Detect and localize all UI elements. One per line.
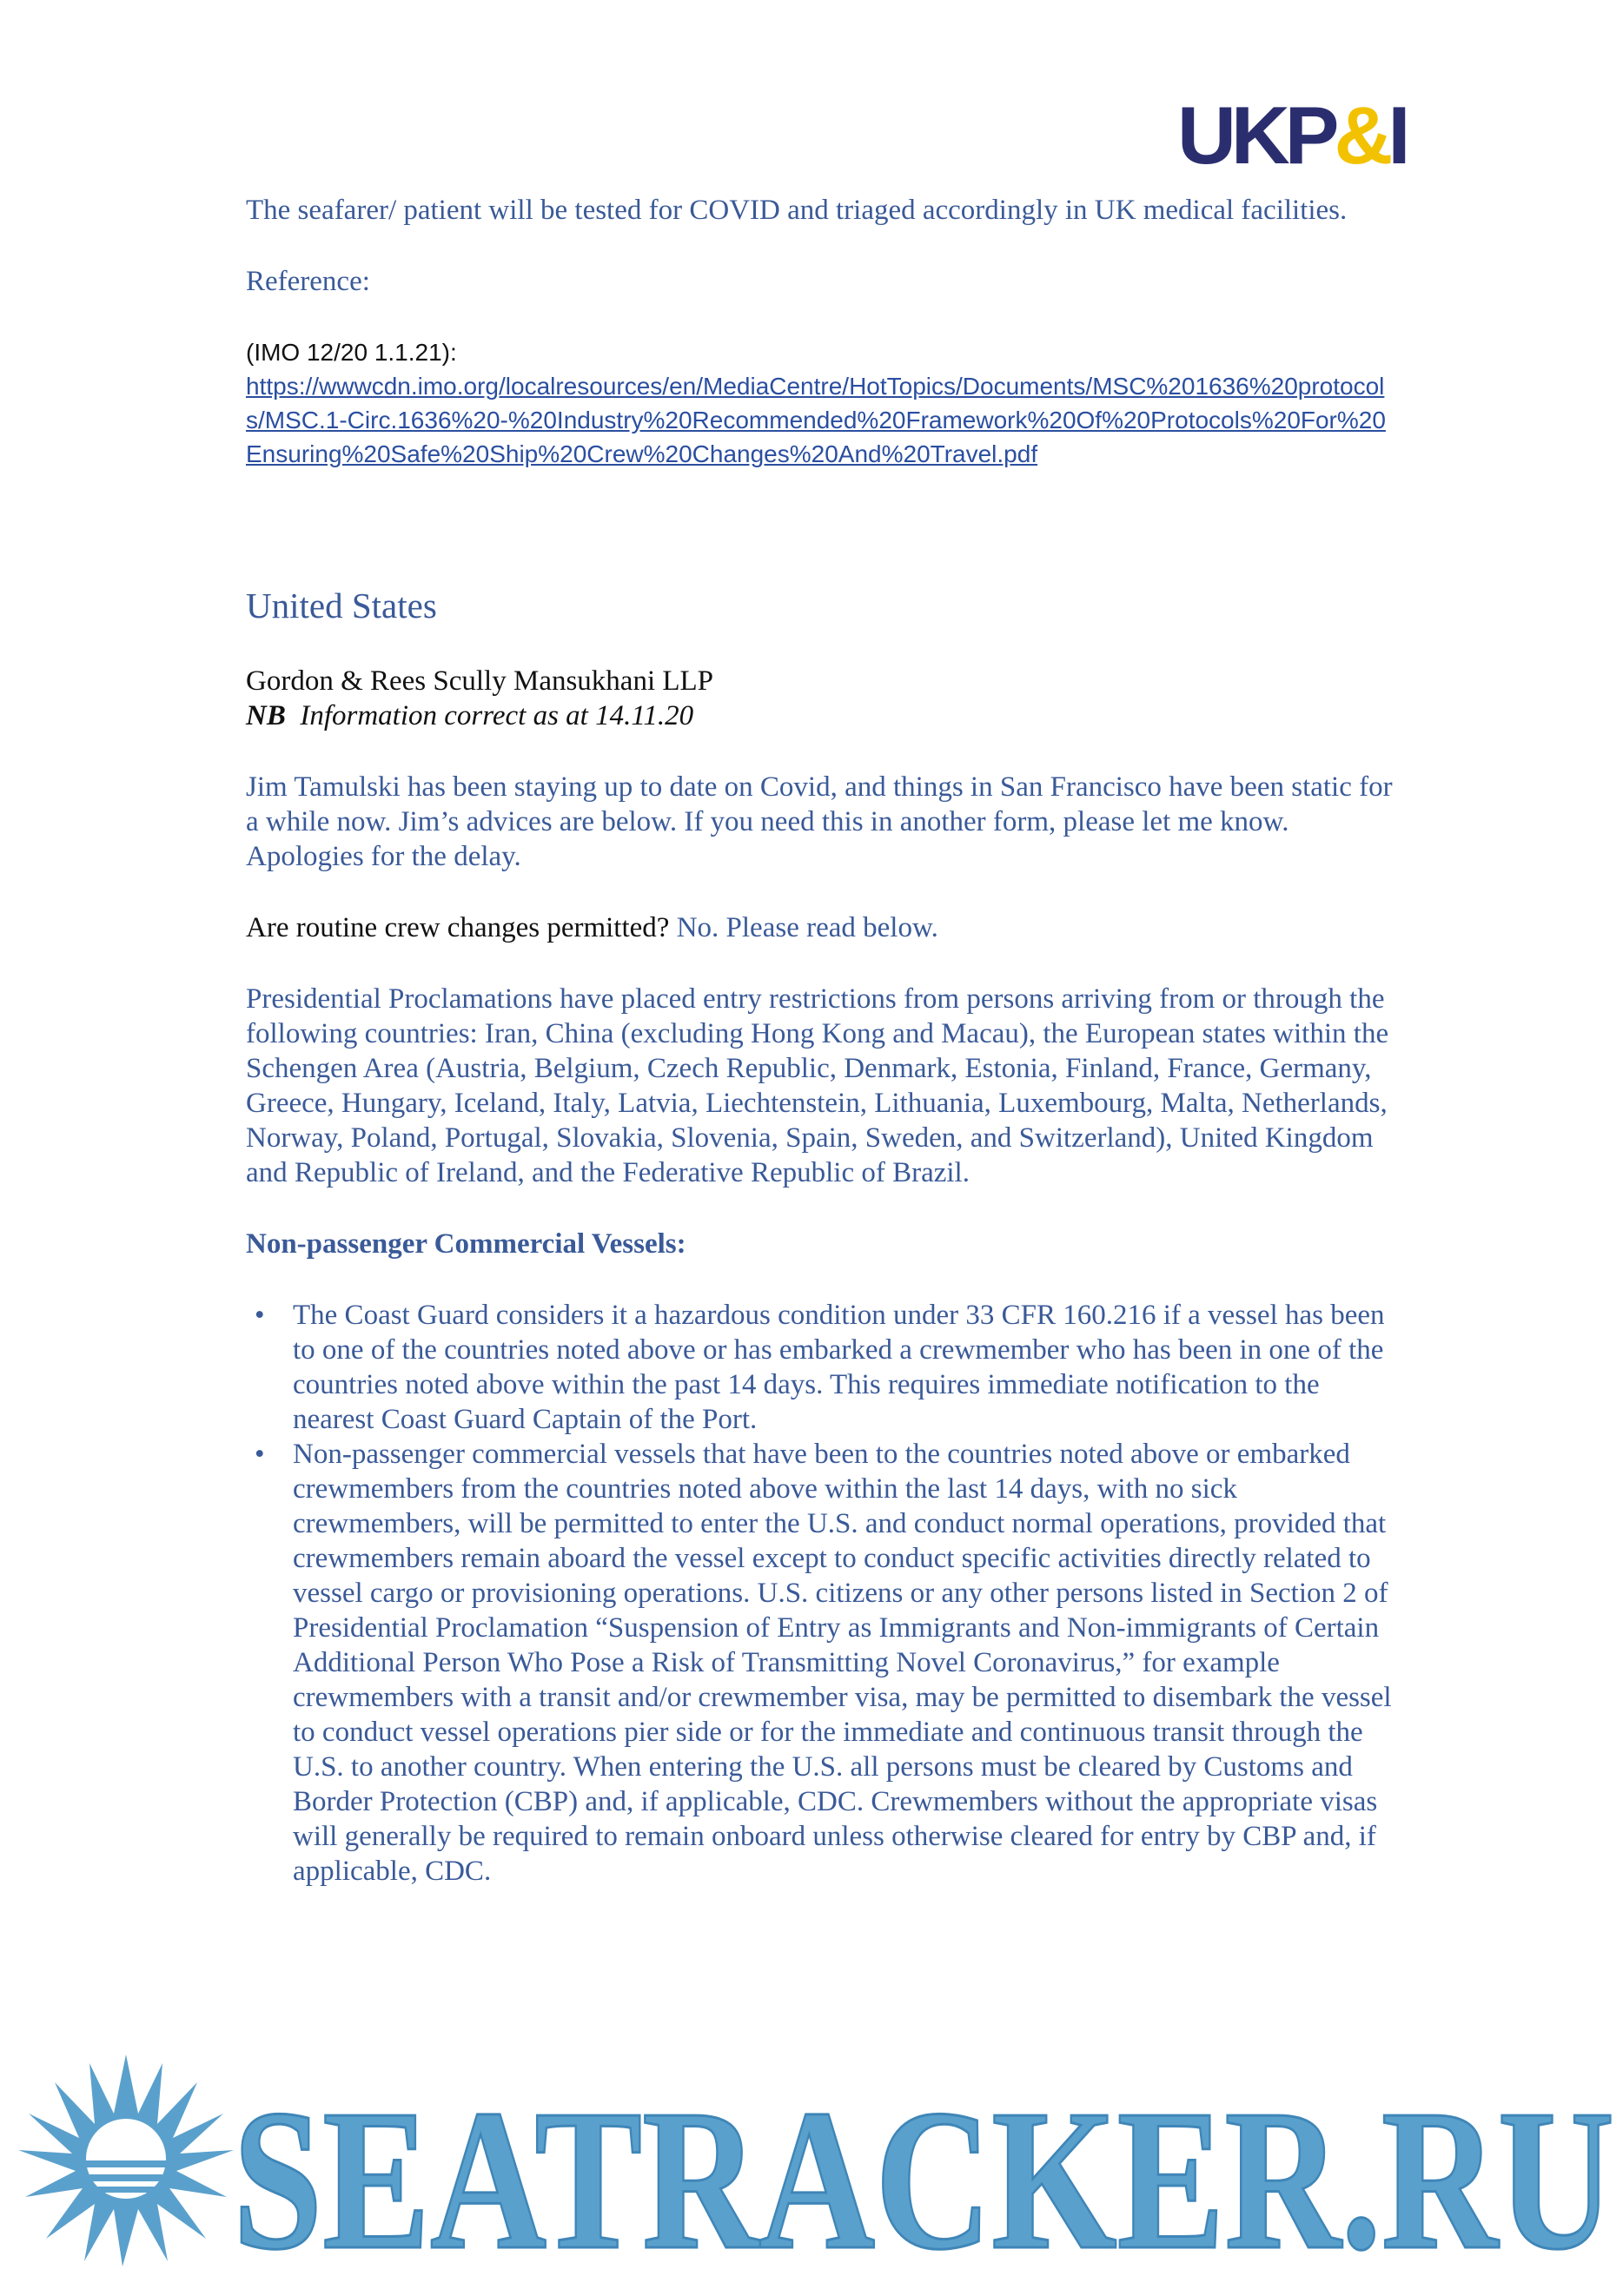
- imo-reference: (IMO 12/20 1.1.21):: [246, 339, 457, 366]
- intro-paragraph: The seafarer/ patient will be tested for COVID and triaged accordingly in UK medical facilities.: [246, 195, 1348, 226]
- list-item: • Non-passenger commercial vessels that have been to the countries noted above or embarked crewmembers from the countries noted above within the last 14 days, with no sick crewmembers, will be permitted to enter the U.S. and conduct normal operations, provided that crewmembers remain aboard the vessel except to conduct specific activities directly related to vessel cargo or provisioning operations. U.S. citizens or any other persons listed in Section 2 of Presidential Proclamation “Suspension of Entry as Immigrants and Non-immigrants of Certain Additional Person Who Pose a Risk of Transmitting Novel Coronavirus,” for example crewmembers with a transit and/or crewmember visa, may be permitted to disembark the vessel to conduct vessel operations pier side or for the immediate and continuous transit through the U.S. to another country. When entering the U.S. all persons must be cleared by Customs and Border Protection (CBP) and, if applicable, CDC. Crewmembers without the appropriate visas will generally be required to remain onboard unless otherwise cleared for entry by CBP and, if applicable, CDC.: [293, 1437, 1401, 1889]
- ukpi-logo: [1177, 89, 1406, 181]
- document-body: [246, 193, 1401, 1889]
- firm-name: Gordon & Rees Scully Mansukhani LLP: [246, 665, 714, 697]
- crew-change-question-line: [246, 910, 1401, 945]
- subheading-non-passenger-vessels: Non-passenger Commercial Vessels:: [246, 1228, 686, 1260]
- reference-label: Reference:: [246, 266, 370, 297]
- seatracker-watermark: [0, 2046, 1623, 2296]
- nb-note: [246, 698, 1401, 733]
- nb-label: NB: [246, 700, 286, 731]
- crew-change-question: Are routine crew changes permitted?: [246, 912, 670, 943]
- watermark-text: SEATRACKER.RU: [233, 2068, 1614, 2292]
- imo-document-link[interactable]: https://wwwcdn.imo.org/localresources/en/MediaCentre/HotTopics/Documents/MSC%201636%20protocols/MSC.1-Circ.1636%20-%20Industry%20Recommended%20Framework%20Of%20Protocols%20For%20Ensuring%20Safe%20Ship%20Crew%20Changes%20And%20Travel.pdf: [246, 373, 1386, 467]
- nb-text: Information correct as at 14.11.20: [300, 700, 694, 731]
- proclamations-paragraph: Presidential Proclamations have placed entry restrictions from persons arriving from or through the following countries: Iran, China (excluding Hong Kong and Macau), the European states within the Schengen Area (Austria, Belgium, Czech Republic, Denmark, Estonia, Finland, France, Germany, Greece, Hungary, Iceland, Italy, Latvia, Liechtenstein, Lithuania, Luxembourg, Malta, Netherlands, Norway, Poland, Portugal, Slovakia, Slovenia, Spain, Sweden, and Switzerland), United Kingdom and Republic of Ireland, and the Federative Republic of Brazil.: [246, 983, 1389, 1188]
- crew-change-answer: No. Please read below.: [676, 912, 938, 943]
- section-heading-united-states: United States: [246, 586, 437, 625]
- sun-logo-icon: [18, 2054, 234, 2266]
- vessel-rules-list: [246, 1298, 1401, 1889]
- advice-paragraph: Jim Tamulski has been staying up to date on Covid, and things in San Francisco have been static for a while now. Jim’s advices are below. If you need this in another form, please let me know. Apologies for the delay.: [246, 771, 1393, 872]
- svg-text:UKP&I: UKP&I: [1177, 89, 1406, 181]
- list-item: • The Coast Guard considers it a hazardous condition under 33 CFR 160.216 if a vessel has been to one of the countries noted above or has embarked a crewmember who has been in one of the countries noted above within the past 14 days. This requires immediate notification to the nearest Coast Guard Captain of the Port.: [293, 1298, 1401, 1437]
